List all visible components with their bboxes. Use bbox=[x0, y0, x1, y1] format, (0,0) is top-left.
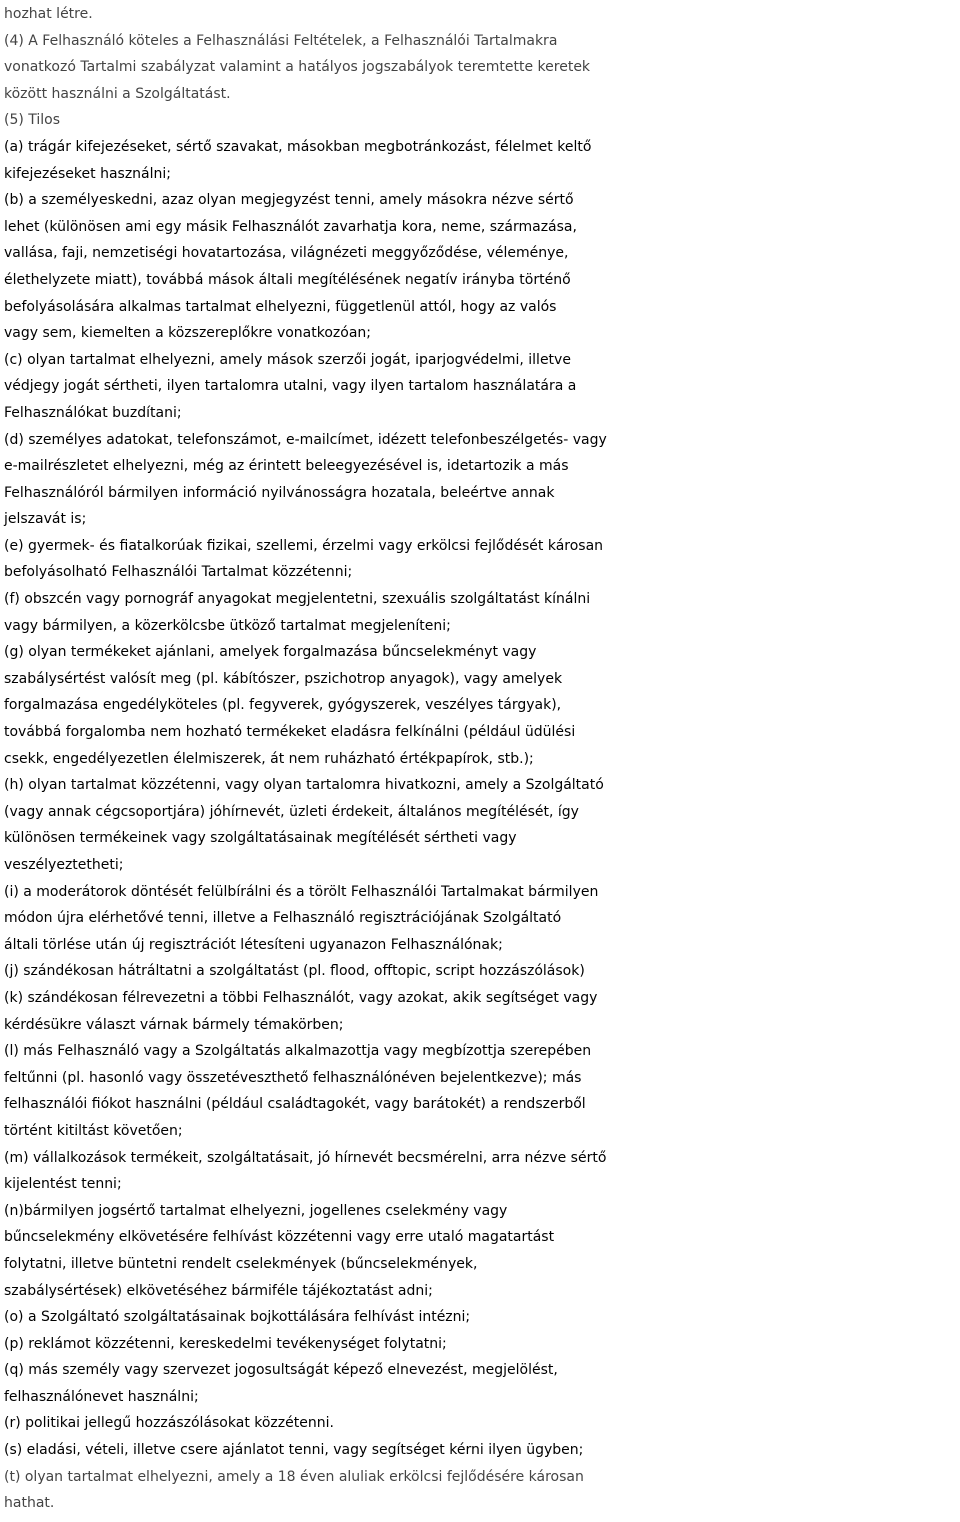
text-line: lehet (különösen ami egy másik Felhasználót zavarhatja kora, neme, származása, bbox=[4, 218, 577, 235]
text-line: (n)bármilyen jogsértő tartalmat elhelyezni, jogellenes cselekmény vagy bbox=[4, 1202, 508, 1219]
text-line: vagy sem, kiemelten a közszereplőkre vonatkozóan; bbox=[4, 325, 371, 342]
text-line: általi törlése után új regisztrációt létesíteni ugyanazon Felhasználónak; bbox=[4, 936, 503, 953]
text-line: (j) szándékosan hátráltatni a szolgáltatást (pl. flood, offtopic, script hozzászólások) bbox=[4, 963, 585, 980]
text-line: vagy bármilyen, a közerkölcsbe ütköző tartalmat megjeleníteni; bbox=[4, 617, 451, 634]
text-line: folytatni, illetve büntetni rendelt cselekmények (bűncselekmények, bbox=[4, 1255, 478, 1272]
text-line: Felhasználókat buzdítani; bbox=[4, 404, 182, 421]
text-line: feltűnni (pl. hasonló vagy összetéveszthető felhasználónéven bejelentkezve); más bbox=[4, 1069, 582, 1086]
text-line: befolyásolására alkalmas tartalmat elhelyezni, függetlenül attól, hogy az valós bbox=[4, 298, 557, 315]
text-line: (l) más Felhasználó vagy a Szolgáltatás alkalmazottja vagy megbízottja szerepében bbox=[4, 1043, 592, 1060]
text-line: (k) szándékosan félrevezetni a többi Felhasználót, vagy azokat, akik segítséget vagy bbox=[4, 989, 598, 1006]
text-line: (s) eladási, vételi, illetve csere ajánlatot tenni, vagy segítséget kérni ilyen ügyben; bbox=[4, 1442, 584, 1459]
text-line: (o) a Szolgáltató szolgáltatásainak bojkottálására felhívást intézni; bbox=[4, 1309, 471, 1326]
text-line: kifejezéseket használni; bbox=[4, 165, 171, 182]
text-line: (4) A Felhasználó köteles a Felhasználási Feltételek, a Felhasználói Tartalmakra bbox=[4, 32, 558, 49]
text-line: jelszavát is; bbox=[4, 511, 87, 528]
text-line: (d) személyes adatokat, telefonszámot, e-mailcímet, idézett telefonbeszélgetés- vagy bbox=[4, 431, 607, 448]
text-line: (vagy annak cégcsoportjára) jóhírnevét, üzleti érdekeit, általános megítélését, így bbox=[4, 803, 579, 820]
text-line: bűncselekmény elkövetésére felhívást közzétenni vagy erre utaló magatartást bbox=[4, 1229, 555, 1246]
text-line: (5) Tilos bbox=[4, 112, 61, 129]
text-line: (r) politikai jellegű hozzászólásokat közzétenni. bbox=[4, 1415, 334, 1432]
text-line: továbbá forgalomba nem hozható termékeket eladásra felkínálni (például üdülési bbox=[4, 724, 576, 741]
text-line: (h) olyan tartalmat közzétenni, vagy olyan tartalomra hivatkozni, amely a Szolgáltató bbox=[4, 777, 604, 794]
text-line: különösen termékeinek vagy szolgáltatásainak megítélését sértheti vagy bbox=[4, 830, 517, 847]
text-line: élethelyzete miatt), továbbá mások általi megítélésének negatív irányba történő bbox=[4, 271, 571, 288]
text-line: forgalmazása engedélyköteles (pl. fegyverek, gyógyszerek, veszélyes tárgyak), bbox=[4, 697, 562, 714]
text-line: csekk, engedélyezetlen élelmiszerek, át nem ruházható értékpapírok, stb.); bbox=[4, 750, 534, 767]
text-line: felhasználónevet használni; bbox=[4, 1388, 199, 1405]
text-line: kérdésükre választ várnak bármely témakörben; bbox=[4, 1016, 344, 1033]
text-line: szabálysértések) elkövetéséhez bármiféle tájékoztatást adni; bbox=[4, 1282, 433, 1299]
text-line: módon újra elérhetővé tenni, illetve a Felhasználó regisztrációjának Szolgáltató bbox=[4, 910, 562, 927]
text-line: (q) más személy vagy szervezet jogosultságát képező elnevezést, megjelölést, bbox=[4, 1362, 558, 1379]
text-line: (f) obszcén vagy pornográf anyagokat megjelentetni, szexuális szolgáltatást kínálni bbox=[4, 591, 591, 608]
text-line: befolyásolható Felhasználói Tartalmat közzétenni; bbox=[4, 564, 353, 581]
text-line: e-mailrészletet elhelyezni, még az érintett beleegyezésével is, idetartozik a más bbox=[4, 458, 569, 475]
text-line: (i) a moderátorok döntését felülbírálni és a törölt Felhasználói Tartalmakat bármilyen bbox=[4, 883, 599, 900]
text-line: szabálysértést valósít meg (pl. kábítószer, pszichotrop anyagok), vagy amelyek bbox=[4, 670, 563, 687]
text-line: hathat. bbox=[4, 1495, 55, 1512]
text-line: veszélyeztetheti; bbox=[4, 857, 124, 873]
text-line: vonatkozó Tartalmi szabályzat valamint a hatályos jogszabályok teremtette keretek bbox=[4, 59, 591, 76]
text-line: kijelentést tenni; bbox=[4, 1176, 122, 1193]
text-line: (c) olyan tartalmat elhelyezni, amely mások szerzői jogát, iparjogvédelmi, illetve bbox=[4, 351, 571, 368]
text-line: vallása, faji, nemzetiségi hovatartozása, világnézeti meggyőződése, véleménye, bbox=[4, 245, 569, 262]
text-line: között használni a Szolgáltatást. bbox=[4, 85, 231, 102]
text-line: (a) trágár kifejezéseket, sértő szavakat, másokban megbotránkozást, félelmet keltő bbox=[4, 138, 592, 155]
text-line: hozhat létre. bbox=[4, 6, 93, 22]
text-line: (m) vállalkozások termékeit, szolgáltatásait, jó hírnevét becsmérelni, arra nézve sértő bbox=[4, 1149, 607, 1166]
text-line: (p) reklámot közzétenni, kereskedelmi tevékenységet folytatni; bbox=[4, 1335, 447, 1352]
text-line: Felhasználóról bármilyen információ nyilvánosságra hozatala, beleértve annak bbox=[4, 484, 555, 501]
text-line: (g) olyan termékeket ajánlani, amelyek forgalmazása bűncselekményt vagy bbox=[4, 644, 537, 661]
text-line: (b) a személyeskedni, azaz olyan megjegyzést tenni, amely másokra nézve sértő bbox=[4, 192, 574, 209]
text-line: (e) gyermek- és fiatalkorúak fizikai, szellemi, érzelmi vagy erkölcsi fejlődését károsan bbox=[4, 537, 604, 554]
text-line: (t) olyan tartalmat elhelyezni, amely a 18 éven aluliak erkölcsi fejlődésére károsan bbox=[4, 1468, 584, 1485]
text-line: védjegy jogát sértheti, ilyen tartalomra utalni, vagy ilyen tartalom használatára a bbox=[4, 378, 577, 395]
text-line: felhasználói fiókot használni (például családtagokét, vagy barátokét) a rendszerből bbox=[4, 1096, 586, 1113]
text-line: történt kitiltást követően; bbox=[4, 1122, 183, 1139]
